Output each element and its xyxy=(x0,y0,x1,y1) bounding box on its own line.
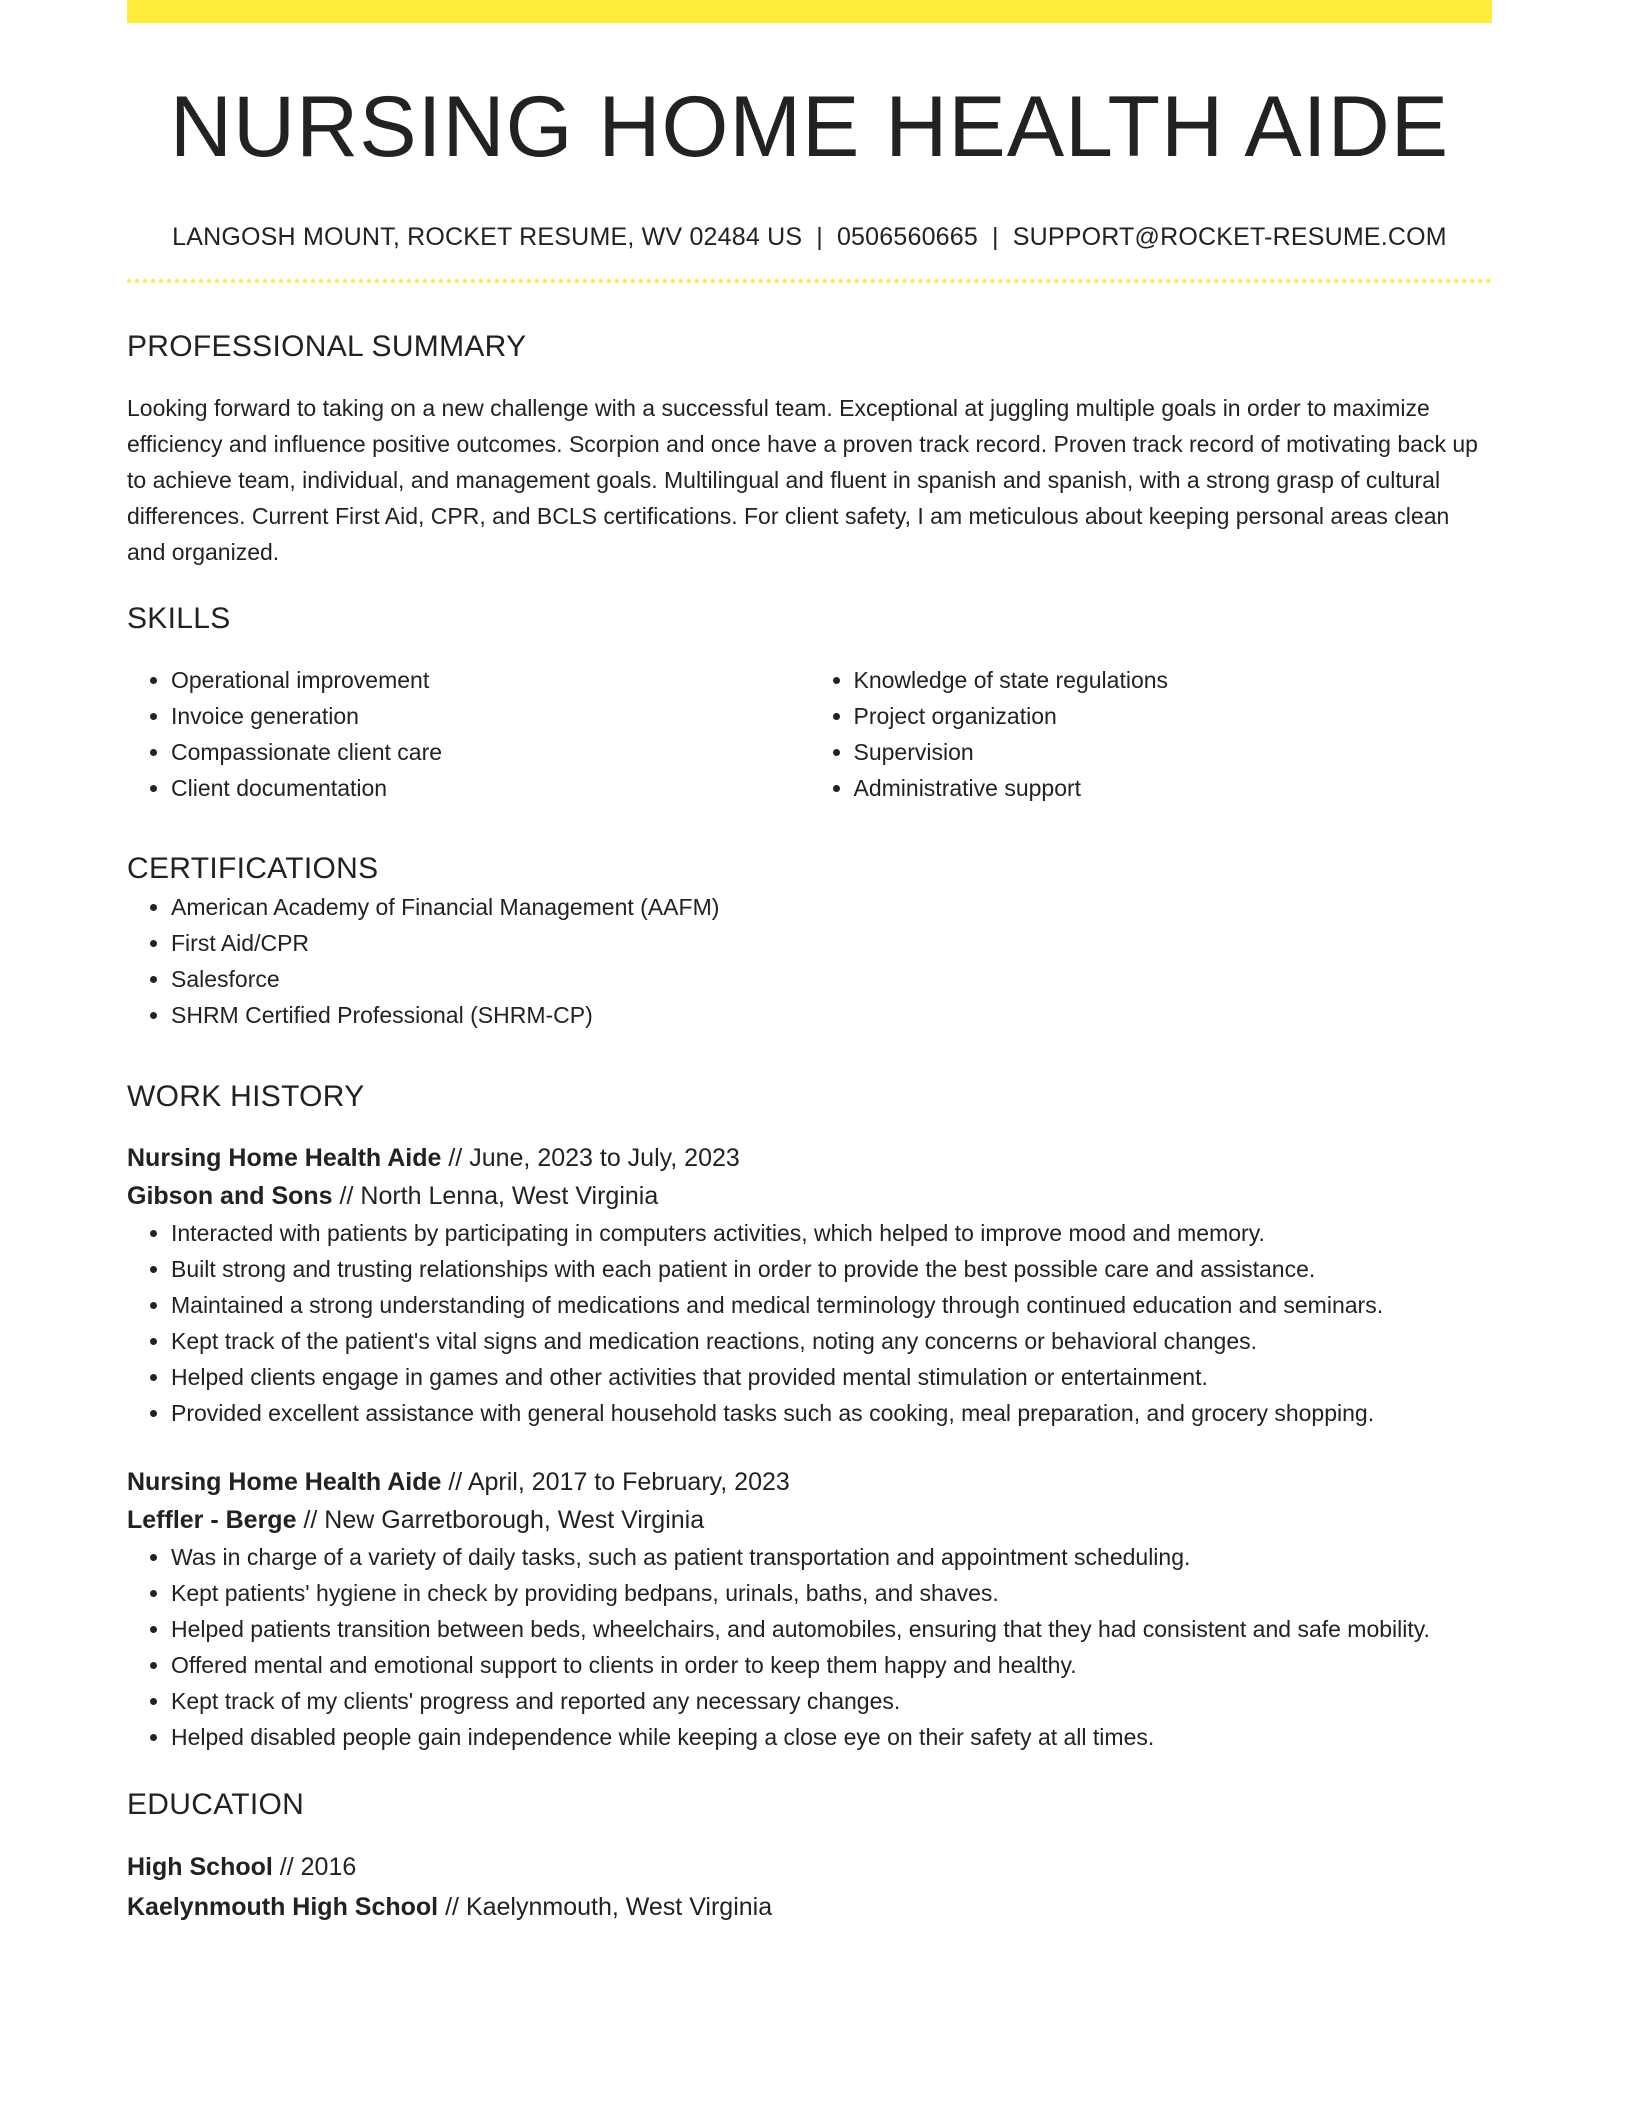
contact-email: SUPPORT@ROCKET-RESUME.COM xyxy=(1012,222,1447,251)
divider-slashes: // xyxy=(339,1181,354,1210)
skill-item: • Client documentation xyxy=(171,770,810,806)
divider-slashes: // xyxy=(445,1892,459,1921)
education-location: Kaelynmouth, West Virginia xyxy=(465,1892,773,1921)
job-company-line xyxy=(127,1177,1492,1215)
skill-item: • Project organization xyxy=(854,698,1493,734)
candidate-name: NURSING HOME HEALTH AIDE xyxy=(169,79,1450,175)
certification-item: • Salesforce xyxy=(171,961,1492,997)
skill-item: • Knowledge of state regulations xyxy=(854,662,1493,698)
job-duty: • Helped patients transition between beds, wheelchairs, and automobiles, ensuring that they had consistent and safe mobility. xyxy=(171,1611,1492,1647)
job-duty: • Kept track of the patient's vital signs and medication reactions, noting any concerns or behavioral changes. xyxy=(171,1323,1492,1359)
divider-slashes: // xyxy=(279,1852,294,1881)
job-location: North Lenna, West Virginia xyxy=(360,1181,659,1210)
job-duty: • Kept track of my clients' progress and reported any necessary changes. xyxy=(171,1683,1492,1719)
job-company: Gibson and Sons xyxy=(127,1181,333,1210)
job-company: Leffler - Berge xyxy=(127,1505,297,1534)
skills-columns xyxy=(127,662,1492,806)
job-duties-list xyxy=(127,1215,1492,1431)
job-dates: April, 2017 to February, 2023 xyxy=(467,1467,790,1496)
job-title-line xyxy=(127,1463,1492,1501)
job-header xyxy=(127,1139,1492,1215)
summary-text: Looking forward to taking on a new challenge with a successful team. Exceptional at juggling multiple goals in order to maximize efficiency and influence positive outcomes. Scorpion and once have a proven track record. Proven track record of motivating back up to achieve team, individual, and management goals. Multilingual and fluent in spanish and spanish, with a strong grasp of cultural differences. Current First Aid, CPR, and BCLS certifications. For client safety, I am meticulous about keeping personal areas clean and organized. xyxy=(127,394,1478,565)
summary-heading: PROFESSIONAL SUMMARY xyxy=(127,329,527,363)
resume-page xyxy=(127,0,1492,1927)
job-dates: June, 2023 to July, 2023 xyxy=(469,1143,740,1172)
education-year: 2016 xyxy=(300,1852,357,1881)
certifications-list xyxy=(127,889,1492,1033)
skill-item: • Compassionate client care xyxy=(171,734,810,770)
job-duty: • Offered mental and emotional support to clients in order to keep them happy and healthy. xyxy=(171,1647,1492,1683)
education-degree: High School xyxy=(127,1852,273,1881)
contact-separator: | xyxy=(992,222,999,251)
dotted-divider xyxy=(127,279,1492,283)
work-history-heading: WORK HISTORY xyxy=(127,1079,365,1113)
education-heading: EDUCATION xyxy=(127,1787,305,1821)
skills-list-right xyxy=(810,662,1493,806)
skill-item: • Administrative support xyxy=(854,770,1493,806)
job-duty: • Maintained a strong understanding of medications and medical terminology through continued education and seminars. xyxy=(171,1287,1492,1323)
certification-item: • American Academy of Financial Management (AAFM) xyxy=(171,889,1492,925)
job-duty: • Interacted with patients by participating in computers activities, which helped to improve mood and memory. xyxy=(171,1215,1492,1251)
job-role: Nursing Home Health Aide xyxy=(127,1467,442,1496)
divider-slashes: // xyxy=(448,1143,463,1172)
certification-item: • SHRM Certified Professional (SHRM-CP) xyxy=(171,997,1492,1033)
contact-address: LANGOSH MOUNT, ROCKET RESUME, WV 02484 US xyxy=(172,222,803,251)
skill-item: • Invoice generation xyxy=(171,698,810,734)
job-duty: • Kept patients' hygiene in check by providing bedpans, urinals, baths, and shaves. xyxy=(171,1575,1492,1611)
job-duties-list xyxy=(127,1539,1492,1755)
education-degree-line xyxy=(127,1847,1492,1887)
skills-heading: SKILLS xyxy=(127,601,231,635)
education-school: Kaelynmouth High School xyxy=(127,1892,439,1921)
certifications-heading: CERTIFICATIONS xyxy=(127,851,379,885)
job-title-line xyxy=(127,1139,1492,1177)
job-header xyxy=(127,1463,1492,1539)
divider-slashes: // xyxy=(303,1505,318,1534)
job-role: Nursing Home Health Aide xyxy=(127,1143,442,1172)
job-duty: • Was in charge of a variety of daily tasks, such as patient transportation and appointment scheduling. xyxy=(171,1539,1492,1575)
job-duty: • Provided excellent assistance with general household tasks such as cooking, meal preparation, and grocery shopping. xyxy=(171,1395,1492,1431)
education-entry xyxy=(127,1847,1492,1927)
job-location: New Garretborough, West Virginia xyxy=(324,1505,705,1534)
certification-item: • First Aid/CPR xyxy=(171,925,1492,961)
contact-phone: 0506560665 xyxy=(836,222,978,251)
contact-line xyxy=(127,220,1492,254)
accent-bar xyxy=(127,0,1492,23)
education-school-line xyxy=(127,1887,1492,1927)
skills-list-left xyxy=(127,662,810,806)
contact-separator: | xyxy=(816,222,823,251)
skill-item: • Supervision xyxy=(854,734,1493,770)
skill-item: • Operational improvement xyxy=(171,662,810,698)
job-duty: • Helped clients engage in games and other activities that provided mental stimulation or entertainment. xyxy=(171,1359,1492,1395)
job-duty: • Helped disabled people gain independence while keeping a close eye on their safety at all times. xyxy=(171,1719,1492,1755)
divider-slashes: // xyxy=(448,1467,463,1496)
job-duty: • Built strong and trusting relationships with each patient in order to provide the best possible care and assistance. xyxy=(171,1251,1492,1287)
job-company-line xyxy=(127,1501,1492,1539)
